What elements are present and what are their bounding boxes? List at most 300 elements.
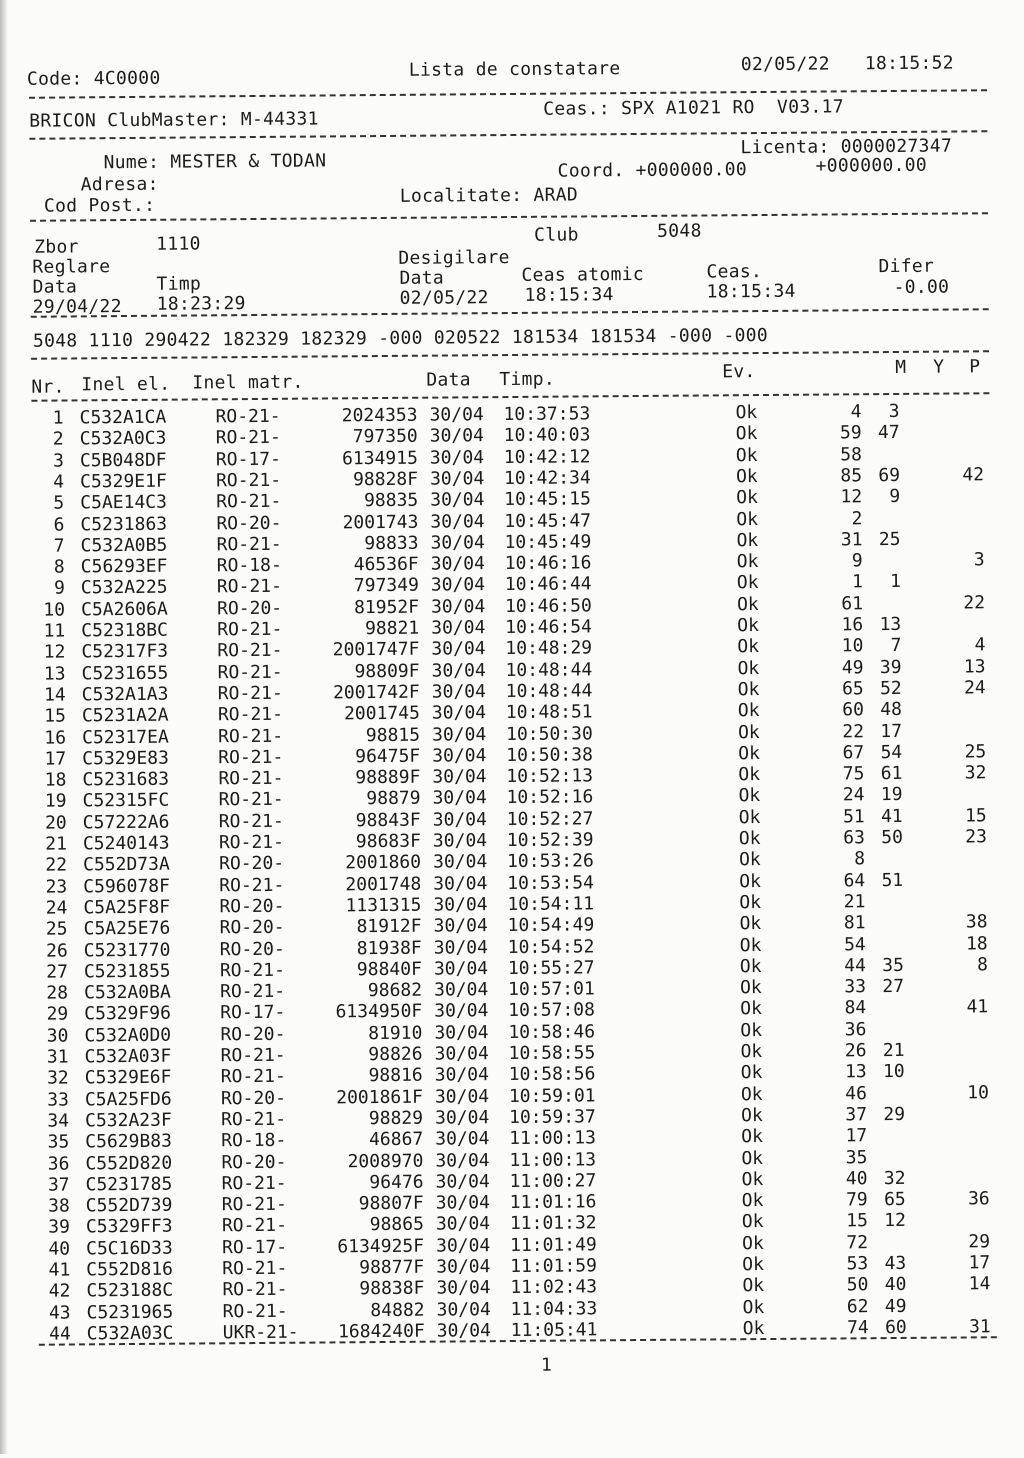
cell-timp: 10:45:49 [504,531,604,553]
cell-timp: 10:58:55 [508,1042,608,1064]
col-ev: Ev. [722,362,756,382]
cell-data: 30/04 [434,958,498,980]
cell-p: 25 [950,741,986,762]
cell-ev: Ok [740,956,780,977]
cell-nr: 8 [29,557,65,578]
cell-timp: 10:57:01 [508,978,608,1000]
cell-nr: 22 [31,855,67,876]
cell-ev: Ok [741,1105,781,1126]
cell-nr: 7 [28,535,64,556]
cell-pfx: RO-21- [220,981,300,1003]
cell-matr: 98829 [303,1108,423,1130]
cell-ev: Ok [741,1062,781,1083]
cell-ev: Ok [736,487,776,508]
cell-y: 3 [869,401,899,422]
cell-timp: 10:52:27 [507,808,607,830]
cell-pfx: RO-21- [219,832,299,854]
cell-nr: 34 [33,1110,69,1131]
cell-y: 43 [876,1253,906,1274]
cell-ev: Ok [739,913,779,934]
cell-y: 40 [876,1274,906,1295]
cell-ev: Ok [742,1211,782,1232]
cell-y: 19 [872,784,902,805]
col-timp: Timp. [499,370,555,390]
cell-ev: Ok [742,1254,782,1275]
atomic-clock-label: Ceas atomic [521,265,644,286]
cell-matr: 81952F [299,596,419,618]
cell-y: 29 [875,1104,905,1125]
cell-nr: 29 [32,1004,68,1025]
cell-p: 4 [949,635,985,656]
cell-pfx: RO-21- [219,810,299,832]
cell-el: C532A0BA [84,982,194,1004]
cell-matr: 98840F [302,959,422,981]
club-label: Club [534,225,579,245]
cell-timp: 10:58:56 [509,1064,609,1086]
clock-label: Ceas. [706,262,762,282]
cell-m: 81 [831,912,865,933]
cell-y: 48 [872,699,902,720]
cell-pfx: RO-20- [220,1023,300,1045]
cell-timp: 11:00:13 [509,1127,609,1149]
cell-nr: 19 [30,791,66,812]
cell-data: 30/04 [433,894,497,916]
cell-nr: 24 [31,897,67,918]
cell-m: 4 [827,401,861,422]
cell-matr: 2001745 [300,703,420,725]
cell-pfx: RO-21- [216,533,296,555]
owner-postcode: Cod Post.: [44,196,156,217]
cell-y: 50 [873,827,903,848]
cell-nr: 40 [34,1238,70,1259]
reglare-label: Reglare [32,257,110,278]
cell-timp: 11:00:13 [509,1149,609,1171]
cell-y: 10 [875,1061,905,1082]
cell-m: 58 [828,444,862,465]
cell-nr: 42 [34,1281,70,1302]
cell-m: 67 [830,742,864,763]
clock-id: Ceas.: SPX A1021 RO V03.17 [543,97,844,119]
cell-m: 60 [830,699,864,720]
cell-el: C5240143 [83,833,193,855]
cell-el: C5231655 [81,662,191,684]
cell-y: 9 [870,486,900,507]
cell-data: 30/04 [432,745,496,767]
cell-ev: Ok [738,700,778,721]
cell-el: C5329F96 [84,1003,194,1025]
cell-y: 1 [871,571,901,592]
cell-el: C523188C [86,1280,196,1302]
cell-data: 30/04 [430,532,494,554]
cell-nr: 1 [27,408,63,429]
cell-pfx: RO-21- [218,725,298,747]
cell-p: 3 [949,549,985,570]
cell-ev: Ok [737,594,777,615]
cell-el: C532A0D0 [84,1024,194,1046]
cell-m: 35 [833,1147,867,1168]
cell-ev: Ok [742,1296,782,1317]
cell-nr: 21 [31,833,67,854]
cell-data: 30/04 [432,681,496,703]
cell-data: 30/04 [434,979,498,1001]
page-title: Lista de constatare [409,59,621,81]
cell-ev: Ok [738,764,778,785]
cell-p: 18 [952,933,988,954]
cell-m: 13 [833,1062,867,1083]
cell-ev: Ok [737,551,777,572]
col-nr: Nr. [31,378,65,398]
cell-nr: 43 [35,1302,71,1323]
col-inel-matr: Inel matr. [192,373,304,394]
cell-matr: 46867 [303,1129,423,1151]
cell-el: C532A0B5 [80,534,190,556]
cell-p: 42 [948,464,984,485]
cell-pfx: RO-21- [216,470,296,492]
cell-nr: 25 [31,919,67,940]
cell-matr: 2001860 [301,852,421,874]
cell-pfx: RO-20- [219,853,299,875]
cell-p: 15 [951,805,987,826]
cell-m: 21 [831,891,865,912]
coordinates: Coord. +000000.00 [558,160,747,181]
cell-matr: 2001742F [300,682,420,704]
cell-data: 30/04 [435,1064,499,1086]
cell-nr: 11 [29,621,65,642]
cell-m: 59 [828,423,862,444]
cell-nr: 13 [29,663,65,684]
cell-matr: 98879 [300,788,420,810]
cell-y: 61 [872,763,902,784]
cell-nr: 35 [33,1132,69,1153]
cell-m: 22 [830,721,864,742]
cell-pfx: RO-21- [222,1279,302,1301]
cell-matr: 2001748 [301,873,421,895]
cell-y: 60 [877,1317,907,1338]
cell-pfx: RO-21- [215,406,295,428]
cell-pfx: RO-21- [222,1194,302,1216]
cell-data: 30/04 [433,873,497,895]
cell-timp: 10:45:47 [504,510,604,532]
desig-date-label: Data [399,269,444,289]
flight-label: Zbor [34,237,79,257]
cell-timp: 11:01:16 [510,1191,610,1213]
cell-nr: 5 [28,493,64,514]
cell-nr: 39 [34,1217,70,1238]
cell-el: C532A1A3 [82,683,192,705]
cell-timp: 10:50:38 [506,744,606,766]
cell-pfx: RO-21- [222,1300,302,1322]
col-inel-el: Inel el. [81,375,170,396]
cell-y: 69 [870,465,900,486]
cell-data: 30/04 [435,1128,499,1150]
cell-timp: 11:04:33 [510,1298,610,1320]
cell-matr: 81912F [301,916,421,938]
cell-m: 15 [834,1211,868,1232]
owner-name: Nume: MESTER & TODAN [103,151,326,173]
code-label: Code: 4C0000 [27,69,161,90]
cell-y: 21 [874,1040,904,1061]
cell-ev: Ok [739,807,779,828]
cell-m: 61 [829,593,863,614]
cell-ev: Ok [740,1020,780,1041]
cell-timp: 10:50:30 [506,723,606,745]
cell-matr: 98877F [304,1257,424,1279]
col-data: Data [426,370,471,390]
cell-pfx: RO-21- [220,959,300,981]
cell-el: C5329E83 [82,747,192,769]
cell-el: C5231863 [80,513,190,535]
cell-matr: 2024353 [297,405,417,427]
cell-timp: 10:42:12 [504,446,604,468]
cell-matr: 98828F [298,469,418,491]
cell-nr: 41 [34,1259,70,1280]
cell-ev: Ok [740,977,780,998]
coordinates-2: +000000.00 [816,156,928,177]
cell-pfx: RO-21- [218,683,298,705]
cell-timp: 10:59:01 [509,1085,609,1107]
cell-matr: 2001861F [303,1086,423,1108]
cell-pfx: RO-21- [218,789,298,811]
cell-ev: Ok [743,1318,783,1339]
cell-ev: Ok [738,785,778,806]
cell-nr: 27 [32,961,68,982]
cell-pfx: RO-21- [216,427,296,449]
cell-data: 30/04 [434,1043,498,1065]
cell-el: C532A23F [85,1109,195,1131]
cell-y: 51 [873,870,903,891]
cell-nr: 38 [34,1196,70,1217]
cell-m: 12 [828,486,862,507]
cell-pfx: RO-17- [222,1236,302,1258]
cell-el: C596078F [83,875,193,897]
cell-pfx: RO-21- [217,661,297,683]
cell-data: 30/04 [437,1320,501,1342]
cell-y: 65 [876,1189,906,1210]
cell-timp: 11:00:27 [509,1170,609,1192]
desigilare-label: Desigilare [398,248,510,269]
cell-timp: 10:58:46 [508,1021,608,1043]
cell-y: 7 [871,635,901,656]
cell-nr: 9 [29,578,65,599]
cell-ev: Ok [737,615,777,636]
cell-p: 8 [952,954,988,975]
cell-pfx: RO-17- [216,448,296,470]
cell-el: C5329E6F [85,1067,195,1089]
cell-m: 53 [834,1253,868,1274]
cell-timp: 10:46:50 [505,595,605,617]
cell-ev: Ok [738,721,778,742]
cell-el: C5A2606A [81,598,191,620]
cell-el: C552D816 [86,1258,196,1280]
cell-el: C5231770 [84,939,194,961]
cell-p: 17 [954,1252,990,1273]
cell-data: 30/04 [435,1150,499,1172]
cell-ev: Ok [741,1169,781,1190]
cell-nr: 44 [35,1323,71,1344]
cell-ev: Ok [739,892,779,913]
cell-m: 33 [832,976,866,997]
cell-timp: 10:46:54 [505,616,605,638]
cell-y: 54 [872,742,902,763]
cell-el: C5C16D33 [86,1237,196,1259]
cell-pfx: RO-17- [220,1002,300,1024]
cell-timp: 10:57:08 [508,1000,608,1022]
cell-el: C52315FC [82,790,192,812]
club-number: 5048 [657,221,702,241]
cell-p: 29 [954,1231,990,1252]
cell-m: 26 [832,1040,866,1061]
cell-el: C532A03C [87,1322,197,1344]
cell-matr: 98835 [298,490,418,512]
cell-matr: 81910 [302,1022,422,1044]
flight-number: 1110 [156,234,201,254]
print-time: 18:15:52 [865,54,954,75]
divider [30,212,988,222]
cell-data: 30/04 [435,1171,499,1193]
cell-m: 37 [833,1104,867,1125]
cell-data: 30/04 [431,660,495,682]
cell-data: 30/04 [432,788,496,810]
cell-p: 23 [951,826,987,847]
cell-el: C532A03F [84,1046,194,1068]
cell-ev: Ok [737,658,777,679]
cell-pfx: RO-21- [216,491,296,513]
cell-data: 30/04 [431,638,495,660]
cell-m: 46 [833,1083,867,1104]
col-y: Y [933,358,944,378]
cell-timp: 10:48:29 [505,638,605,660]
cell-matr: 98815 [300,724,420,746]
clubmaster-id: BRICON ClubMaster: M-44331 [29,109,319,131]
cell-matr: 2008970 [303,1150,423,1172]
cell-nr: 37 [34,1174,70,1195]
owner-address: Adresa: [81,175,159,196]
cell-y: 32 [875,1168,905,1189]
cell-pfx: RO-21- [217,619,297,641]
cell-data: 30/04 [430,468,494,490]
cell-data: 30/04 [433,830,497,852]
cell-p: 36 [954,1188,990,1209]
cell-timp: 10:45:15 [504,488,604,510]
cell-data: 30/04 [432,766,496,788]
cell-ev: Ok [742,1233,782,1254]
cell-ev: Ok [736,445,776,466]
cell-m: 72 [834,1232,868,1253]
cell-ev: Ok [736,423,776,444]
cell-ev: Ok [737,572,777,593]
cell-el: C532A225 [81,577,191,599]
cell-nr: 36 [33,1153,69,1174]
cell-nr: 3 [28,450,64,471]
cell-ev: Ok [740,1041,780,1062]
cell-data: 30/04 [434,1022,498,1044]
cell-y: 17 [872,720,902,741]
cell-m: 1 [829,572,863,593]
cell-nr: 6 [28,514,64,535]
cell-ev: Ok [742,1190,782,1211]
cell-el: C5AE14C3 [80,492,190,514]
cell-el: C5231965 [87,1301,197,1323]
cell-matr: 96475F [300,746,420,768]
cell-el: C5329E1F [80,470,190,492]
cell-timp: 10:40:03 [504,425,604,447]
license-number: Licenta: 0000027347 [740,137,952,159]
cell-matr: 84882 [304,1299,424,1321]
cell-matr: 797350 [298,426,418,448]
cell-m: 40 [833,1168,867,1189]
cell-timp: 10:52:39 [507,829,607,851]
cell-data: 30/04 [436,1277,500,1299]
cell-p: 13 [949,656,985,677]
cell-m: 85 [828,465,862,486]
cell-timp: 11:01:59 [510,1255,610,1277]
cell-p: 32 [950,762,986,783]
cell-matr: 98838F [304,1278,424,1300]
cell-data: 30/04 [429,404,493,426]
cell-ev: Ok [737,636,777,657]
cell-data: 30/04 [430,447,494,469]
cell-p: 31 [955,1316,991,1337]
cell-m: 31 [828,529,862,550]
cell-matr: 2001747F [299,639,419,661]
cell-m: 36 [832,1019,866,1040]
cell-pfx: UKR-21- [223,1322,303,1344]
cell-m: 54 [832,934,866,955]
cell-data: 30/04 [431,575,495,597]
cell-y: 27 [874,976,904,997]
cell-matr: 98843F [301,809,421,831]
cell-m: 62 [834,1296,868,1317]
cell-m: 63 [831,827,865,848]
cell-timp: 10:48:44 [505,659,605,681]
cell-pfx: RO-21- [222,1258,302,1280]
cell-pfx: RO-20- [221,1087,301,1109]
cell-ev: Ok [739,849,779,870]
cell-timp: 11:01:49 [510,1234,610,1256]
cell-el: C57222A6 [83,811,193,833]
cell-matr: 797349 [299,575,419,597]
cell-matr: 46536F [299,554,419,576]
cell-timp: 10:42:34 [504,467,604,489]
cell-p: 10 [953,1082,989,1103]
cell-m: 17 [833,1125,867,1146]
print-date: 02/05/22 [741,54,830,75]
cell-el: C552D739 [86,1195,196,1217]
cell-ev: Ok [738,743,778,764]
cell-timp: 11:02:43 [510,1277,610,1299]
cell-matr: 98816 [303,1065,423,1087]
cell-timp: 10:46:44 [505,574,605,596]
cell-data: 30/04 [434,1001,498,1023]
cell-data: 30/04 [436,1235,500,1257]
cell-el: C5329FF3 [86,1216,196,1238]
cell-y: 25 [870,529,900,550]
scan-edge-shadow [0,0,8,1454]
cell-matr: 1131315 [301,895,421,917]
cell-nr: 12 [29,642,65,663]
cell-ev: Ok [738,679,778,700]
cell-pfx: RO-21- [221,1066,301,1088]
cell-el: C5B048DF [80,449,190,471]
col-p: P [969,357,980,377]
cell-timp: 10:53:26 [507,851,607,873]
cell-el: C532A0C3 [80,428,190,450]
cell-pfx: RO-20- [221,1151,301,1173]
reglare-time-label: Timp [156,274,201,294]
cell-matr: 98865 [304,1214,424,1236]
cell-timp: 11:05:41 [511,1319,611,1341]
cell-m: 10 [829,636,863,657]
